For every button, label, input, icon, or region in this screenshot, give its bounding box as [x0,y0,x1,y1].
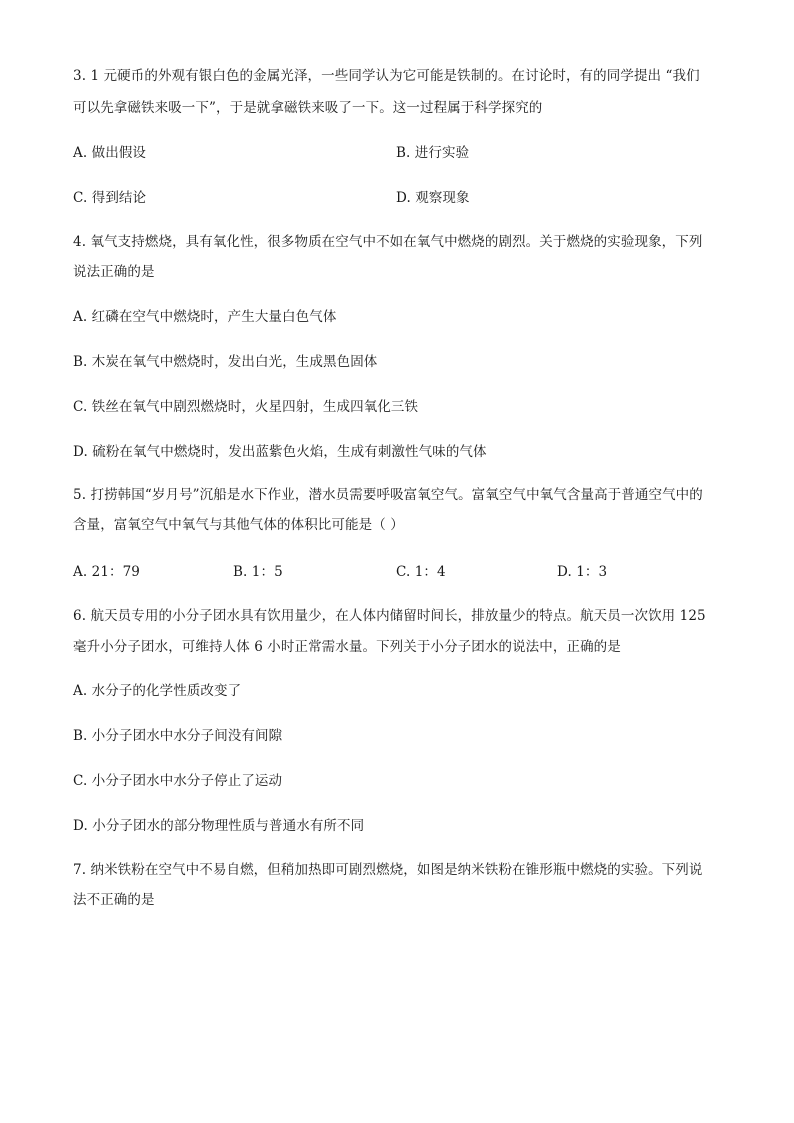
q3-option-c: C. 得到结论 [73,190,147,206]
q5-option-a: A. 21：79 [73,564,140,580]
q4-option-d: D. 硫粉在氧气中燃烧时，发出蓝紫色火焰，生成有刺激性气味的气体 [73,444,487,460]
q3-stem-line-1: 3. 1 元硬币的外观有银白色的金属光泽，一些同学认为它可能是铁制的。在讨论时，有的同学提出 “我们 [73,68,700,84]
q5-option-c: C. 1：4 [396,564,446,580]
q6-option-d: D. 小分子团水的部分物理性质与普通水有所不同 [73,818,365,834]
q3-option-b: B. 进行实验 [396,145,470,161]
q6-stem-line-1: 6. 航天员专用的小分子团水具有饮用量少，在人体内储留时间长，排放量少的特点。航天员一次饮用 125 [73,608,706,624]
q4-option-b: B. 木炭在氧气中燃烧时，发出白光，生成黑色固体 [73,354,378,370]
q7-stem-line-1: 7. 纳米铁粉在空气中不易自燃，但稍加热即可剧烈燃烧，如图是纳米铁粉在锥形瓶中燃烧的实验。下列说 [73,862,703,878]
q5-stem-line-2: 含量，富氧空气中氧气与其他气体的体积比可能是（ ） [73,517,404,533]
q3-option-a: A. 做出假设 [73,145,147,161]
q5-option-d: D. 1：3 [557,564,608,580]
q6-option-c: C. 小分子团水中水分子停止了运动 [73,773,283,789]
q5-stem-line-1: 5. 打捞韩国“岁月号”沉船是水下作业，潜水员需要呼吸富氧空气。富氧空气中氧气含量高于普通空气中的 [73,487,703,503]
q3-option-d: D. 观察现象 [396,190,470,206]
q4-option-c: C. 铁丝在氧气中剧烈燃烧时，火星四射，生成四氧化三铁 [73,399,419,415]
q6-option-b: B. 小分子团水中水分子间没有间隙 [73,728,283,744]
q4-stem-line-2: 说法正确的是 [73,264,155,280]
q4-option-a: A. 红磷在空气中燃烧时，产生大量白色气体 [73,309,337,325]
q6-stem-line-2: 毫升小分子团水，可维持人体 6 小时正常需水量。下列关于小分子团水的说法中，正确的是 [73,639,621,655]
q3-stem-line-2: 可以先拿磁铁来吸一下”，于是就拿磁铁来吸了一下。这一过程属于科学探究的 [73,100,543,116]
q6-option-a: A. 水分子的化学性质改变了 [73,683,242,699]
q7-stem-line-2: 法不正确的是 [73,892,155,908]
q4-stem-line-1: 4. 氧气支持燃烧，具有氧化性，很多物质在空气中不如在氧气中燃烧的剧烈。关于燃烧的实验现象，下列 [73,234,703,250]
q5-option-b: B. 1：5 [233,564,283,580]
